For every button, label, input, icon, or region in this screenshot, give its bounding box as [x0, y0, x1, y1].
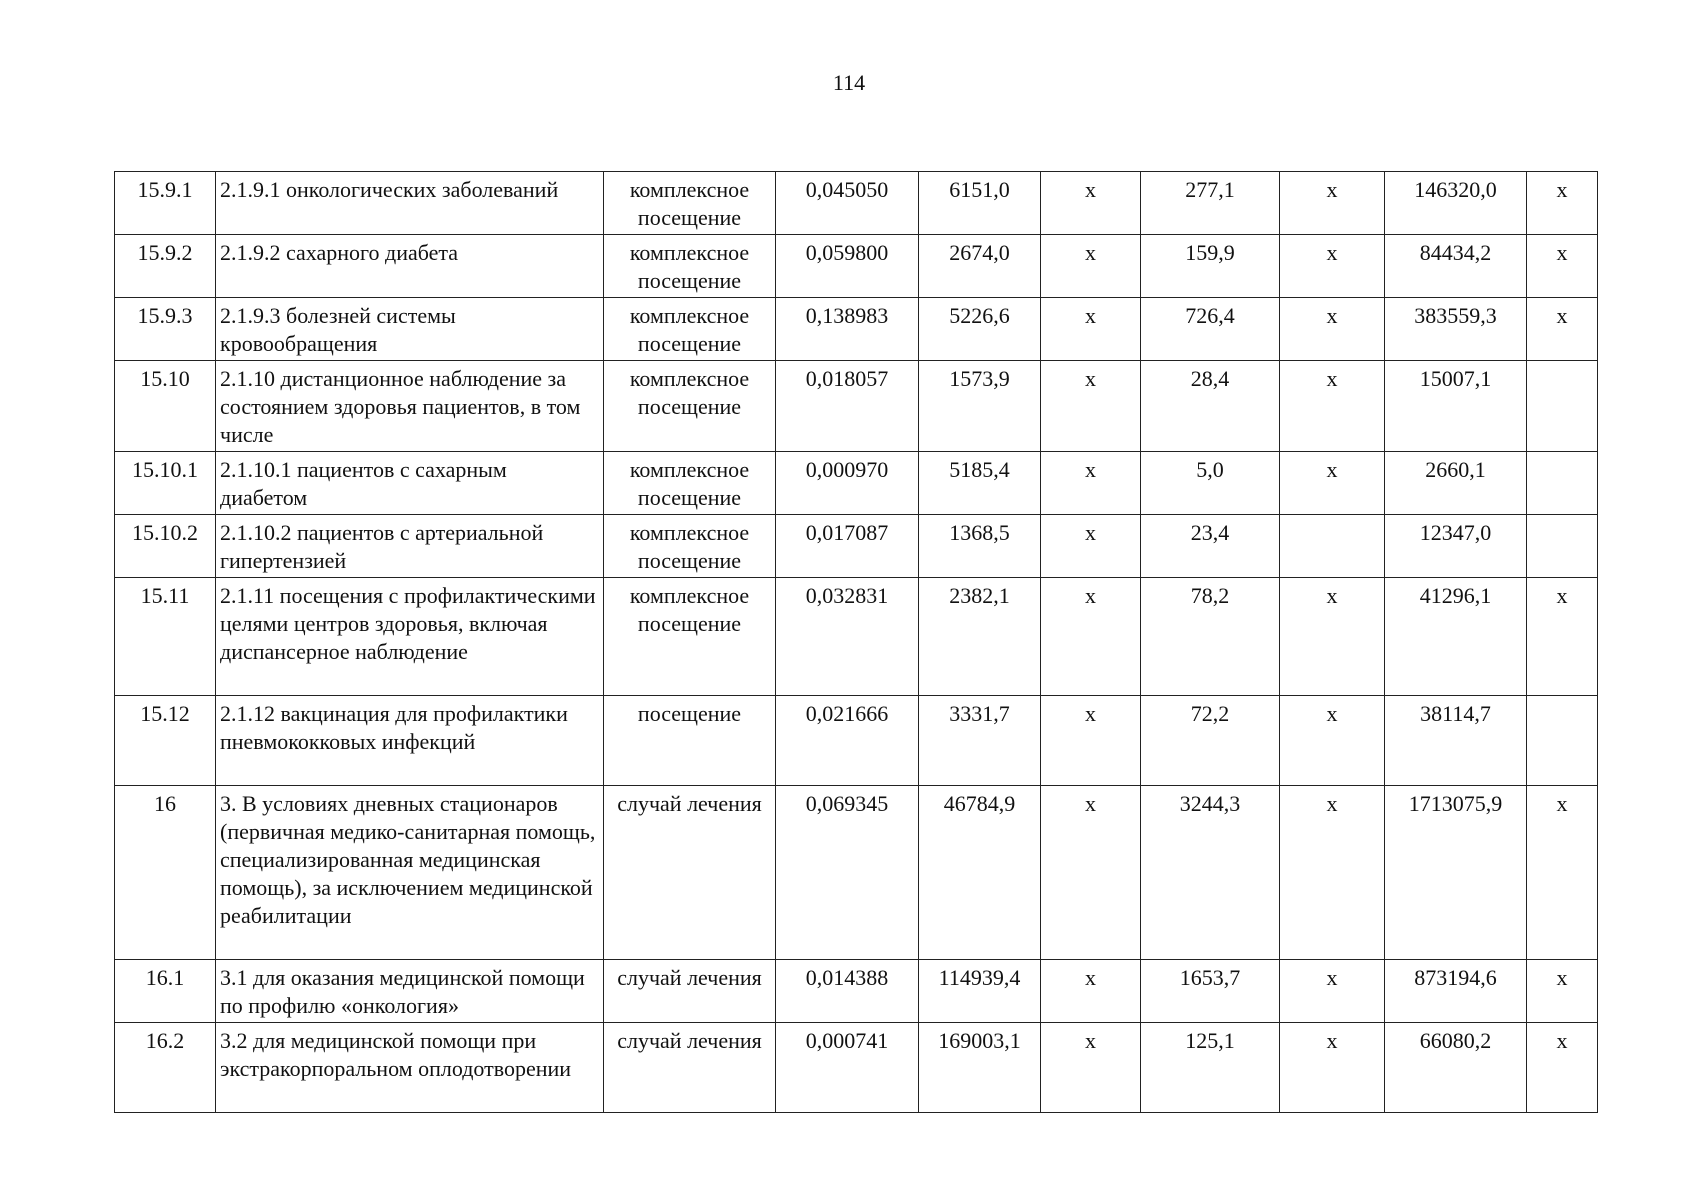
value-cell: х	[1041, 578, 1141, 696]
value-cell: 0,000741	[776, 1023, 919, 1113]
row-name-cell: 2.1.11 посещения с профилактическими целями центров здоровья, включая диспансерное наблюдение	[216, 578, 604, 696]
row-unit-cell: комплексное посещение	[604, 235, 776, 298]
value-cell: 0,032831	[776, 578, 919, 696]
value-cell: 0,069345	[776, 786, 919, 960]
row-unit-cell: случай лечения	[604, 960, 776, 1023]
row-name-cell: 3. В условиях дневных стационаров (первичная медико-санитарная помощь, специализированная медицинская помощь), за исключением медицинской реабилитации	[216, 786, 604, 960]
row-number-cell: 16.2	[115, 1023, 216, 1113]
value-cell: х	[1041, 361, 1141, 452]
value-cell	[1280, 515, 1385, 578]
row-number-cell: 15.9.1	[115, 172, 216, 235]
value-cell: 1368,5	[919, 515, 1041, 578]
value-cell: 383559,3	[1385, 298, 1527, 361]
row-number-cell: 15.10.1	[115, 452, 216, 515]
value-cell: х	[1527, 786, 1598, 960]
value-cell: 3244,3	[1141, 786, 1280, 960]
value-cell: х	[1041, 696, 1141, 786]
value-cell: 6151,0	[919, 172, 1041, 235]
row-unit-cell: случай лечения	[604, 786, 776, 960]
row-number-cell: 15.12	[115, 696, 216, 786]
value-cell: х	[1280, 361, 1385, 452]
row-name-cell: 3.2 для медицинской помощи при экстракорпоральном оплодотворении	[216, 1023, 604, 1113]
value-cell: х	[1280, 452, 1385, 515]
table-row	[115, 515, 1598, 578]
value-cell: х	[1280, 1023, 1385, 1113]
value-cell: 169003,1	[919, 1023, 1041, 1113]
value-cell: 28,4	[1141, 361, 1280, 452]
value-cell: 66080,2	[1385, 1023, 1527, 1113]
value-cell	[1527, 452, 1598, 515]
value-cell: х	[1527, 960, 1598, 1023]
row-unit-cell: комплексное посещение	[604, 578, 776, 696]
row-name-cell: 2.1.10 дистанционное наблюдение за состоянием здоровья пациентов, в том числе	[216, 361, 604, 452]
row-number-cell: 15.10.2	[115, 515, 216, 578]
value-cell: 0,045050	[776, 172, 919, 235]
value-cell: 0,138983	[776, 298, 919, 361]
value-cell: 72,2	[1141, 696, 1280, 786]
row-name-cell: 2.1.9.3 болезней системы кровообращения	[216, 298, 604, 361]
value-cell: 873194,6	[1385, 960, 1527, 1023]
value-cell: 3331,7	[919, 696, 1041, 786]
value-cell: х	[1280, 786, 1385, 960]
row-name-cell: 2.1.10.1 пациентов с сахарным диабетом	[216, 452, 604, 515]
row-number-cell: 15.11	[115, 578, 216, 696]
row-number-cell: 16	[115, 786, 216, 960]
value-cell: 84434,2	[1385, 235, 1527, 298]
value-cell: 125,1	[1141, 1023, 1280, 1113]
row-unit-cell: комплексное посещение	[604, 172, 776, 235]
value-cell: х	[1041, 515, 1141, 578]
value-cell: 0,000970	[776, 452, 919, 515]
value-cell: х	[1527, 235, 1598, 298]
value-cell: х	[1280, 235, 1385, 298]
value-cell: 1653,7	[1141, 960, 1280, 1023]
row-name-cell: 3.1 для оказания медицинской помощи по профилю «онкология»	[216, 960, 604, 1023]
value-cell: х	[1527, 578, 1598, 696]
value-cell: х	[1527, 298, 1598, 361]
table-row	[115, 235, 1598, 298]
table-row	[115, 786, 1598, 960]
value-cell: х	[1041, 172, 1141, 235]
value-cell: х	[1280, 172, 1385, 235]
value-cell: 38114,7	[1385, 696, 1527, 786]
table-row	[115, 298, 1598, 361]
value-cell	[1527, 696, 1598, 786]
value-cell: 2674,0	[919, 235, 1041, 298]
value-cell	[1527, 361, 1598, 452]
value-cell: х	[1280, 960, 1385, 1023]
value-cell: х	[1041, 235, 1141, 298]
value-cell: х	[1280, 696, 1385, 786]
value-cell: 5185,4	[919, 452, 1041, 515]
value-cell: 726,4	[1141, 298, 1280, 361]
row-unit-cell: посещение	[604, 696, 776, 786]
row-unit-cell: случай лечения	[604, 1023, 776, 1113]
row-unit-cell: комплексное посещение	[604, 298, 776, 361]
row-name-cell: 2.1.9.2 сахарного диабета	[216, 235, 604, 298]
value-cell: 15007,1	[1385, 361, 1527, 452]
value-cell: 1713075,9	[1385, 786, 1527, 960]
value-cell: х	[1041, 786, 1141, 960]
row-unit-cell: комплексное посещение	[604, 452, 776, 515]
row-name-cell: 2.1.10.2 пациентов с артериальной гипертензией	[216, 515, 604, 578]
row-number-cell: 15.10	[115, 361, 216, 452]
row-number-cell: 15.9.3	[115, 298, 216, 361]
value-cell: 5,0	[1141, 452, 1280, 515]
table-row	[115, 696, 1598, 786]
value-cell: 159,9	[1141, 235, 1280, 298]
value-cell	[1527, 515, 1598, 578]
table-row	[115, 1023, 1598, 1113]
value-cell: 0,059800	[776, 235, 919, 298]
value-cell: 0,017087	[776, 515, 919, 578]
table-row	[115, 578, 1598, 696]
page-number: 114	[832, 70, 866, 95]
row-name-cell: 2.1.12 вакцинация для профилактики пневмококковых инфекций	[216, 696, 604, 786]
value-cell: 114939,4	[919, 960, 1041, 1023]
value-cell: х	[1527, 1023, 1598, 1113]
value-cell: 277,1	[1141, 172, 1280, 235]
table-row	[115, 172, 1598, 235]
table-row	[115, 452, 1598, 515]
value-cell: 0,018057	[776, 361, 919, 452]
value-cell: х	[1041, 452, 1141, 515]
value-cell: х	[1280, 578, 1385, 696]
value-cell: 0,014388	[776, 960, 919, 1023]
value-cell: х	[1041, 960, 1141, 1023]
value-cell: 78,2	[1141, 578, 1280, 696]
value-cell: 0,021666	[776, 696, 919, 786]
value-cell: х	[1527, 172, 1598, 235]
value-cell: 5226,6	[919, 298, 1041, 361]
value-cell: х	[1041, 298, 1141, 361]
value-cell: 2382,1	[919, 578, 1041, 696]
value-cell: 1573,9	[919, 361, 1041, 452]
value-cell: х	[1041, 1023, 1141, 1113]
value-cell: 41296,1	[1385, 578, 1527, 696]
value-cell: х	[1280, 298, 1385, 361]
row-unit-cell: комплексное посещение	[604, 515, 776, 578]
tariff-table	[114, 171, 1598, 1113]
row-unit-cell: комплексное посещение	[604, 361, 776, 452]
table-row	[115, 960, 1598, 1023]
table-row	[115, 361, 1598, 452]
value-cell: 23,4	[1141, 515, 1280, 578]
value-cell: 2660,1	[1385, 452, 1527, 515]
value-cell: 46784,9	[919, 786, 1041, 960]
row-name-cell: 2.1.9.1 онкологических заболеваний	[216, 172, 604, 235]
value-cell: 146320,0	[1385, 172, 1527, 235]
row-number-cell: 15.9.2	[115, 235, 216, 298]
row-number-cell: 16.1	[115, 960, 216, 1023]
value-cell: 12347,0	[1385, 515, 1527, 578]
